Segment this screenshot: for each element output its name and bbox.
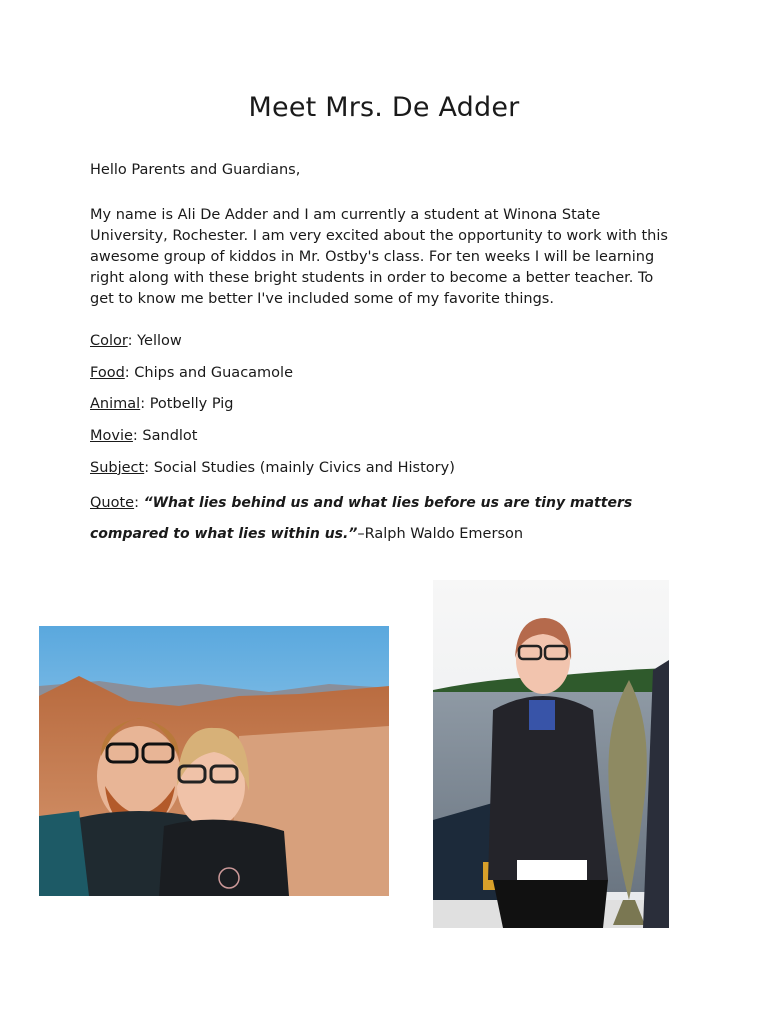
favorite-movie: Movie: Sandlot [90, 428, 198, 445]
favorite-label: Animal [90, 396, 141, 413]
favorite-subject: Subject: Social Studies (mainly Civics and History) [90, 459, 455, 476]
favorite-label: Movie [90, 428, 133, 445]
favorite-food: Food: Chips and Guacamole [90, 364, 293, 381]
quote-text: “What lies behind us and what lies before us are tiny matters compared to what lies within us.” [90, 495, 633, 543]
fishing-photo [433, 580, 669, 928]
favorite-value: Potbelly Pig [149, 396, 234, 413]
couple-photo [39, 626, 389, 896]
intro-paragraph: My name is Ali De Adder and I am currently a student at Winona State University, Rochester. I am very excited about the opportunity to work with this awesome group of kiddos in Mr. Ostby's class. For ten weeks I will be learning right along with these bright students in order to become a better teacher. To get to know me better I've included some of my favorite things. [90, 207, 668, 307]
page-title: Meet Mrs. De Adder [248, 92, 520, 123]
favorite-label: Food [90, 364, 125, 381]
favorite-animal: Animal: Potbelly Pig [90, 396, 234, 413]
favorite-color: Color: Yellow [90, 333, 182, 349]
favorite-value: Yellow [137, 333, 182, 349]
favorites-list [90, 330, 690, 543]
favorite-quote: Quote: “What lies behind us and what lies before us are tiny matters compared to what lies within us.”–Ralph Waldo Emerson [90, 495, 633, 543]
favorite-value: Chips and Guacamole [134, 364, 293, 381]
favorite-value: Social Studies (mainly Civics and History) [153, 459, 455, 476]
quote-attribution: –Ralph Waldo Emerson [357, 526, 524, 543]
favorite-value: Sandlot [142, 428, 198, 445]
favorite-label: Subject [90, 459, 145, 476]
greeting: Hello Parents and Guardians, [90, 162, 301, 178]
quote-label: Quote [90, 495, 135, 512]
favorite-label: Color [90, 333, 128, 349]
